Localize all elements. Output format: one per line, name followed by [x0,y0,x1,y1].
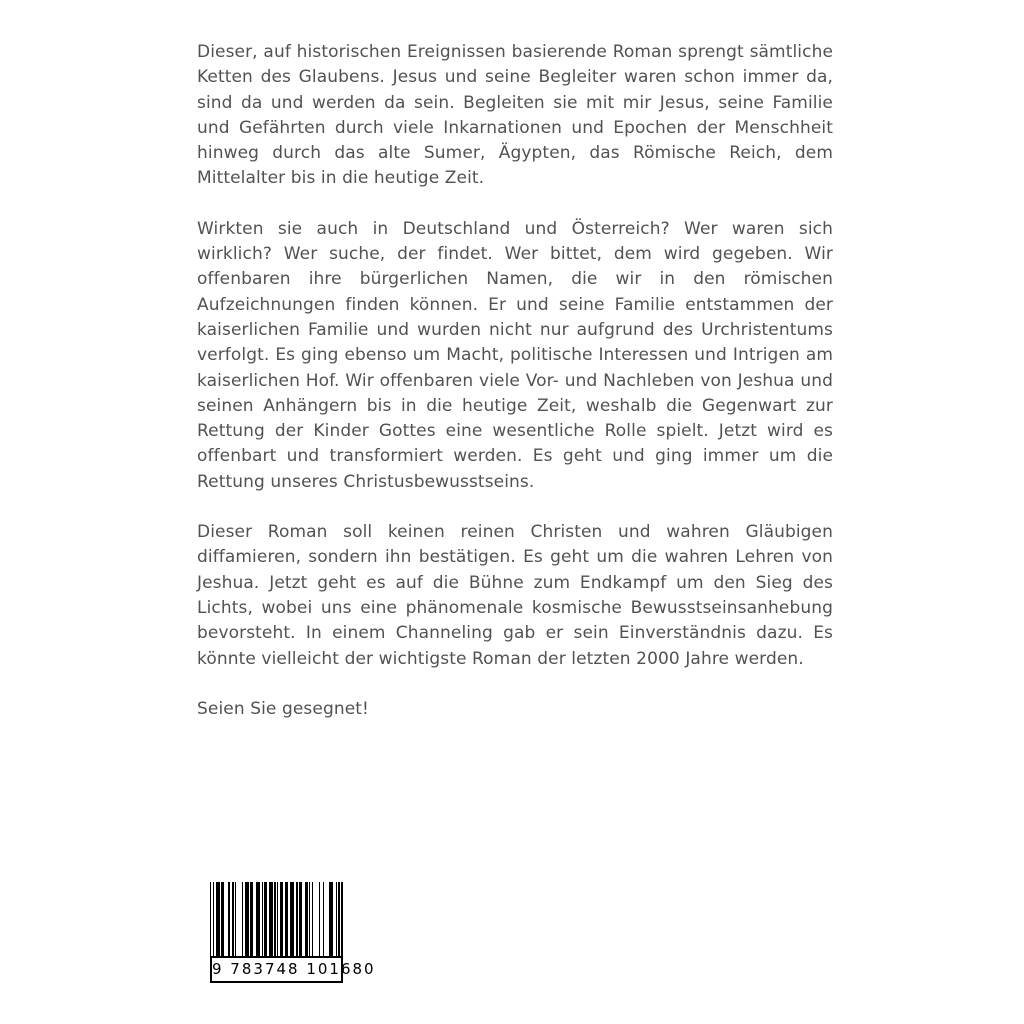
barcode [210,882,376,983]
blurb-closing-line: Seien Sie gesegnet! [197,698,369,719]
blurb-paragraph-1: Dieser, auf historischen Ereignissen basierende Roman sprengt sämtliche Ketten des Glaubens. Jesus und seine Begleiter waren schon immer da, sind da und werden da sein. Begleiten sie mit mir Jesus, seine Familie und Gefährten durch viele Inkarnationen und Epochen der Menschheit hinweg durch das alte Sumer, Ägypten, das Römische Reich, dem Mittelalter bis in die heutige Zeit. [197,42,833,189]
blurb-paragraph-2: Wirkten sie auch in Deutschland und Österreich? Wer waren sich wirklich? Wer suche, der findet. Wer bittet, dem wird gegeben. Wir offenbaren ihre bürgerlichen Namen, die wir in den römischen Aufzeichnungen finden können. Er und seine Familie entstammen der kaiserlichen Familie und wurden nicht nur aufgrund des Urchristentums verfolgt. Es ging ebenso um Macht, politische Interessen und Intrigen am kaiserlichen Hof. Wir offenbaren viele Vor- und Nachleben von Jeshua und seinen Anhängern bis in die heutige Zeit, weshalb die Gegenwart zur Rettung der Kinder Gottes eine wesentliche Rolle spielt. Jetzt wird es offenbart und transformiert werden. Es geht und ging immer um die Rettung unseres Christusbewusstseins. [197,218,833,492]
blurb-text [197,40,833,747]
barcode-bars [210,882,343,956]
barcode-number: 9 783748 101680 [210,956,343,983]
blurb-paragraph-3: Dieser Roman soll keinen reinen Christen und wahren Gläubigen diffamieren, sondern ihn bestätigen. Es geht um die wahren Lehren von Jeshua. Jetzt geht es auf die Bühne zum Endkampf um den Sieg des Lichts, wobei uns eine phänomenale kosmische Bewusstseinsanhebung bevorsteht. In einem Channeling gab er sein Einverständnis dazu. Es könnte vielleicht der wichtigste Roman der letzten 2000 Jahre werden. [197,522,833,669]
barcode-bar [341,882,342,956]
